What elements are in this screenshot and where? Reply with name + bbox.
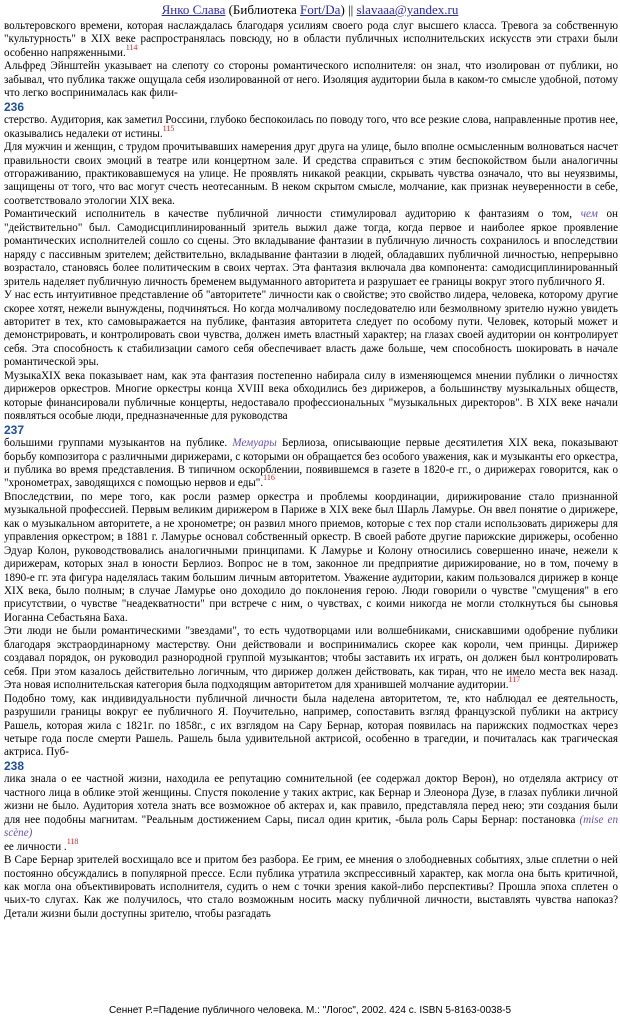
library-link[interactable]: Fort/Da: [300, 2, 341, 17]
paragraph-text: Альфред Эйнштейн указывает на слепоту со стороны романтического исполнителя: он знал, что изолирован от публики, но забывал, что публика также ощущала себя изолированной от него. Изоляция аудитории была в каком-то смысле удобной, потому что легко воспринималась как фили-: [4, 60, 618, 100]
email-link[interactable]: slavaaa@yandex.ru: [356, 2, 459, 17]
paragraph: [4, 693, 618, 760]
paragraph-text: Подобно тому, как индивидуальности публичной личности была наделена авторитетом, те, кто наблюдал ее деятельность, разрушили границы вокруг ее публичного Я. Поучительно, например, сопоставить взгляд французской публики на актрису Рашель, которая жила с 1821г. по 1858г., с их взглядом на Сару Бернар, которая появилась на парижских подмостках через четыре года после смерти Рашель. Рашель была удивительной актрисой, особенно в трагедии, и почиталась как трагическая актриса. Пуб-: [4, 692, 618, 759]
page-number-marker: 237: [4, 422, 25, 437]
paragraph: Для мужчин и женщин, с трудом прочитывавших намерения друг друга на улице, было вполне осмысленным волноваться насчет правильности своих эмоций в театре или концертном зале. И средства справиться с этим беспокойством были аналогичны отгораживанию, практиковавшемуся на улице. Не проявлять никакой реакции, скрывать чувства означало, что вы неуязвимы, защищены от того, что вас могут счесть неотесанным. В неком скрытом смысле, молчание, как признак неуверенности в себе, соответствовало этологии XIX века.: [4, 141, 618, 207]
header-text-open: (Библиотека: [225, 2, 300, 17]
paragraph-text: Эти люди не были романтическими "звездами", то есть чудотворцами или волшебниками, снискавшими одобрение публики благодаря экстраординарному мастерству. Они действовали и воспринимались скорее как короли, чем принцы. Дирижер создавал порядок, он руководил разнородной группой музыкантов; чтобы заставить их играть, он должен был контролировать себя. При этом казалось действительно логичным, что дирижер должен действовать, как тиран, что не имело места век назад. Эта новая исполнительская категория была подходящим авторитетом для хранившей молчание аудитории.: [4, 625, 618, 692]
paragraph: [4, 60, 618, 100]
paragraph-text: вольтеровского времени, которая наслаждалась благодаря усилиям своего рода слуг высшего класса. Тревога за собственную "культурность" в XIX веке распространялась повсюду, но в области публичных исполнительских искусств эти страхи были особенно напряженными.: [4, 20, 618, 59]
emphasis: (mise en scène): [4, 813, 618, 840]
page-header: [0, 2, 620, 17]
paragraph: Впоследствии, по мере того, как росли размер оркестра и проблемы координации, дирижирование стало признанной музыкальной профессией. Первым великим дирижером в Париже в XIX веке был Шарль Ламурье. Он ввел понятие о дирижере, как о музыкальном авторитете, а не хронометре; он развил много приемов, которые с тех пор стали использовать дирижеры для управления оркестром; в 1881 г. Ламурье основал собственный оркестр. В своей работе другие парижские дирижеры, особенно Эдуар Колон, руководствовались аналогичными принципами. К Ламурье и Колону относились совершенно иначе, нежели к дирижерам, которых знал в юности Берлиоз. Вопрос не в том, законное ли предприятие дирижирование, но в том, почему в 1890-е гг. эта фигура наделялась таким большим личным авторитетом. Уважение аудитории, каким пользовался дирижер в конце XIX века, было полным; в случае Ламурье оно доходило до поклонения герою. Люди говорили о чувстве "смущения" в его присутствии, о чувстве "неадекватности" при встрече с ним, о чувствах, с коими никогда не могли столкнуться бы сыновья Иоганна Себастьяна Баха.: [4, 490, 618, 624]
paragraph-text: МузыкаXIX века показывает нам, как эта фантазия постепенно набирала силу в изменяющемся мнении публики о личностях дирижеров оркестров. Многие оркестры конца XVIII века обходились без дирижеров, а большинству музыкальных обществ, которые финансировали публичные концерты, недоставало профессиональных "музыкальных директоров". В XIX веке начали появляться особые люди, предназначенные для руководства: [4, 369, 618, 423]
paragraph: В Саре Бернар зрителей восхищало все и притом без разбора. Ее грим, ее мнения о злободневных событиях, злые сплетни о ней постоянно обсуждались в популярной прессе. Если публика утратила экспрессивный характер, как могла она быть критичной, как могла она объективировать исполнителя, судить о нем с точки зрения какой-либо перспективы? Прошла эпоха сплетен о чьих-то слугах. Как же получилось, что стало возможным носить маску публичной личности, выставлять чувства напоказ? Детали жизни были доступны зрителю, чтобы разгадать: [4, 854, 618, 920]
document-body: [4, 20, 618, 921]
paragraph: [4, 370, 618, 424]
header-text-close: ) ||: [340, 2, 357, 17]
emphasis: чем: [580, 208, 598, 221]
paragraph-text: ее личности .: [4, 840, 67, 853]
paragraph-continuation: [4, 114, 618, 141]
paragraph-text: лика знала о ее частной жизни, находила ее репутацию сомнительной (ее содержал доктор Верон), но отделяла актрису от частного лица в облике этой женщины. Спустя поколение у таких актрис, как Бернар и Элеонора Дузе, в глазах публики личной жизни не было. Аудитория хотела знать все возможное об актерах и, как правило, представляла перед нею; эти создания были для нее подобны магнитам. "Реальным достижением Сары, писал один критик, -была роль Сары Бернар: постановка: [4, 773, 618, 826]
footnote-ref[interactable]: 118: [66, 836, 79, 846]
paragraph-text: Романтический исполнитель в качестве публичной личности стимулировал аудиторию к фантазиям о том,: [4, 208, 581, 221]
paragraph-text: большими группами музыкантов на публике.: [4, 437, 233, 450]
paragraph-text: он "действительно" был. Самодисциплинированный зритель выжил даже тогда, когда первое и наиболее яркое проявление романтических исполнителей сошло со сцены. Это вкладывание фантазии в публичную личность сохранилось и впоследствии наряду с пассивным зрителем; действительно, вкладывание фантазии в людей, обладавших публичной личностью, непрерывно возрастало, становясь более политическим в своих чертах. Эта фантазия включала два компонента: самодисциплинированный зритель наделяет публичную личность бременем выдуманного авторитета и разрушает ее границы вокруг этого публичного Я.: [4, 208, 618, 288]
page-footer: Сеннет Р.=Падение публичного человека. М.: "Логос", 2002. 424 с. ISBN 5-8163-0038-5: [108, 1005, 512, 1016]
footnote-ref[interactable]: 116: [263, 473, 275, 483]
paragraph: [4, 208, 618, 289]
paragraph-continuation: [4, 437, 618, 491]
author-link[interactable]: Янко Слава: [161, 2, 226, 17]
footnote-ref[interactable]: 117: [508, 675, 521, 685]
page-number-marker: 236: [4, 99, 25, 114]
footnote-ref[interactable]: 114: [125, 42, 138, 52]
paragraph-text: Берлиоза, описывающие первые десятилетия XIX века, показывают борьбу композитора с различными дирижерами, с которыми он обращается без особого уважения, как и музыканты его оркестра, и публика во время представления. В типичном оскорблении, появившемся в газете в 1820-е гг., о дирижерах говорится, как о "хронометрах, заводящихся с помощью нервов и еды".: [4, 437, 618, 490]
paragraph: [4, 20, 618, 60]
page-number-marker: 238: [4, 758, 25, 773]
paragraph-continuation: [4, 773, 618, 854]
paragraph: [4, 625, 618, 692]
paragraph: У нас есть интуитивное представление об "авторитете" личности как о свойстве; это свойство лидера, человека, которому другие скорее хотят, нежели вынуждены, подчиняться. Но когда молчаливому последователю или безмолвному зрителю нужно увидеть авторитет в тех, кто самовыражается на публике, фантазия авторитета следует по особому пути. Человек, который может и демонстрировать, и контролировать свои чувства, должен иметь властный характер; на глазах своей аудитории он контролирует себя. Эта способность к стабилизации самого себя обеспечивает власть даже больше, чем способность шокировать в начале романтической эры.: [4, 289, 618, 369]
paragraph-text: стерство. Аудитория, как заметил Россини, глубоко беспокоилась по поводу того, что все резкие слова, направленные против нее, оказывались недалеки от истины.: [4, 114, 618, 140]
emphasis: Мемуары: [232, 437, 277, 450]
footnote-ref[interactable]: 115: [162, 123, 175, 133]
